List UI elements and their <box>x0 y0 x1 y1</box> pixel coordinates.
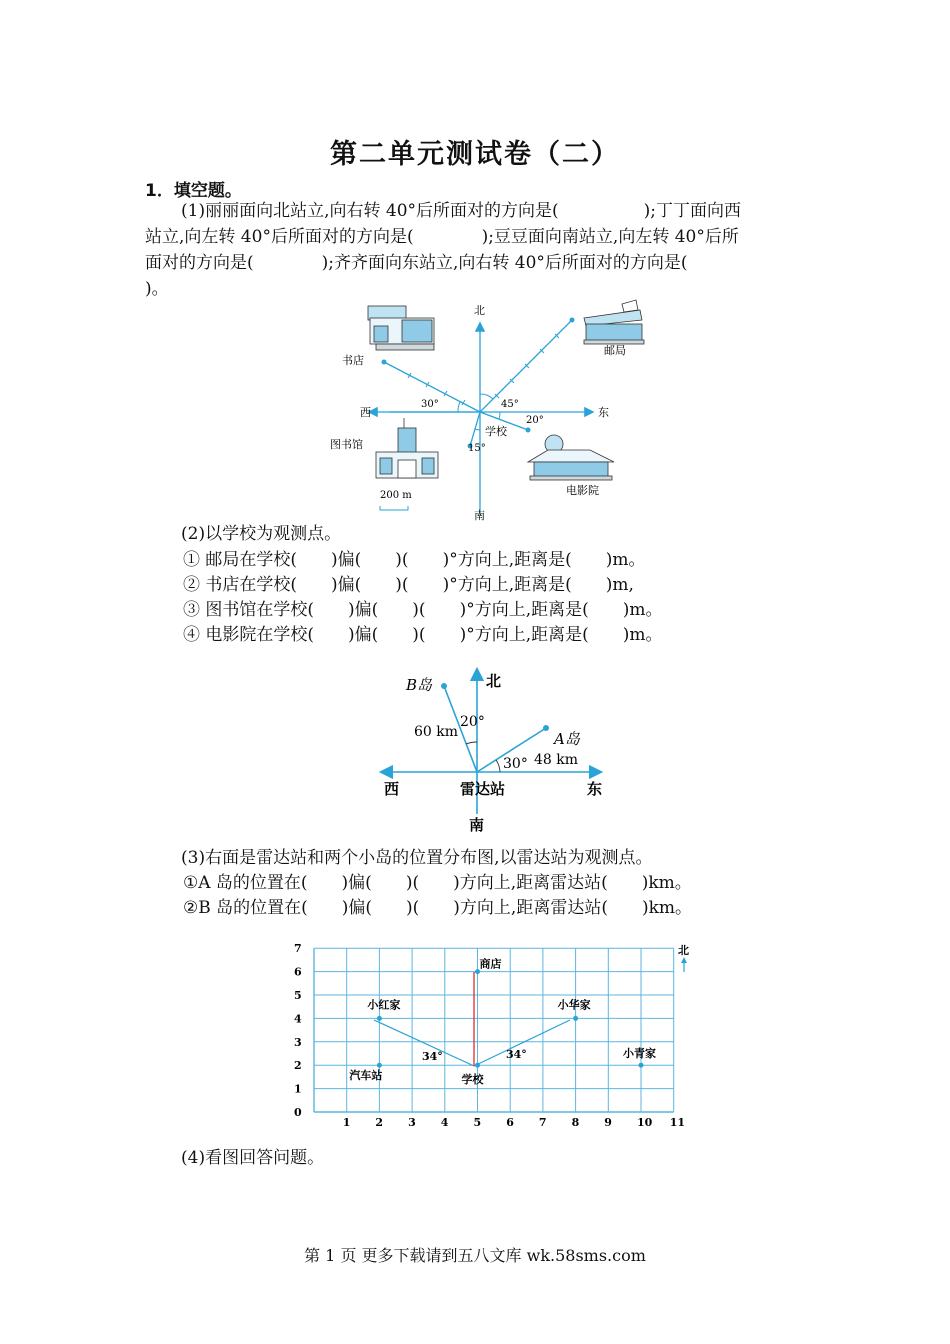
map1-north-label: 北 <box>474 304 485 317</box>
y-tick-label: 0 <box>294 1106 302 1119</box>
radar-south-label: 南 <box>469 816 485 834</box>
part1-line2: 站立,向左转 40°后所面对的方向是( );豆豆面向南站立,向左转 40°后所 <box>145 227 739 247</box>
x-tick-label: 11 <box>669 1116 686 1129</box>
y-tick-label: 5 <box>294 989 302 1002</box>
x-tick-label: 6 <box>506 1116 514 1129</box>
page-title: 第二单元测试卷（二） <box>330 139 620 170</box>
scale-label: 200 m <box>380 490 412 501</box>
bookstore-label: 书店 <box>342 354 364 367</box>
question-1-part-4 <box>145 1145 810 1171</box>
angle-45-label: 45° <box>501 399 519 410</box>
library-building <box>376 418 438 478</box>
cinema-building <box>528 435 614 480</box>
x-tick-label: 8 <box>571 1116 580 1129</box>
grid-point-label: 汽车站 <box>349 1069 383 1083</box>
radar-station-label: 雷达站 <box>460 780 506 798</box>
cinema-label: 电影院 <box>566 484 599 497</box>
y-tick-label: 1 <box>294 1082 302 1096</box>
grid-angle-left: 34° <box>422 1050 443 1063</box>
question-1-part-3 <box>145 845 810 871</box>
part2-item-4: ④ 电影院在学校( )偏( )( )°方向上,距离是( )m。 <box>183 625 663 645</box>
question-1-heading: 1．填空题。 <box>145 181 242 201</box>
y-tick-label: 7 <box>294 942 302 956</box>
island-a-point <box>543 725 549 731</box>
angle-a-label: 30° <box>503 756 528 772</box>
grid-point-label: 小华家 <box>557 998 591 1012</box>
x-tick-label: 7 <box>538 1116 547 1129</box>
grid-point-label: 小红家 <box>367 998 401 1012</box>
angle-30-label: 30° <box>421 399 439 410</box>
grid-point <box>377 1016 382 1021</box>
distance-a-label: 48 km <box>534 752 579 768</box>
grid-point-label: 商店 <box>479 957 502 971</box>
angle-b-label: 20° <box>460 714 485 730</box>
school-direction-map <box>322 296 652 524</box>
radar-north-label: 北 <box>486 672 502 690</box>
grid-north-label: 北 <box>678 944 689 957</box>
page-footer: 第 1 页 更多下载请到五八文库 wk.58sms.com <box>304 1246 646 1265</box>
question-1-part-2 <box>145 521 810 547</box>
part3-item-2: ②B 岛的位置在( )偏( )( )方向上,距离雷达站( )km。 <box>183 898 693 918</box>
part2-intro: (2)以学校为观测点。 <box>181 524 342 544</box>
library-label: 图书馆 <box>330 438 363 451</box>
part1-line1: (1)丽丽面向北站立,向右转 40°后所面对的方向是( );丁丁面向西 <box>181 201 742 221</box>
part3-item-1: ①A 岛的位置在( )偏( )( )方向上,距离雷达站( )km。 <box>183 873 692 893</box>
part2-item-1: ① 邮局在学校( )偏( )( )°方向上,距离是( )m。 <box>183 550 646 570</box>
radar-east-label: 东 <box>587 780 603 798</box>
x-tick-label: 10 <box>637 1116 653 1129</box>
part2-item-2: ② 书店在学校( )偏( )( )°方向上,距离是( )m, <box>183 575 634 595</box>
x-tick-label: 4 <box>440 1116 449 1129</box>
grid-point-label: 小青家 <box>623 1047 656 1061</box>
map1-east-label: 东 <box>598 406 609 419</box>
post-office-label: 邮局 <box>604 344 626 357</box>
map1-west-label: 西 <box>360 406 371 419</box>
x-tick-label: 1 <box>342 1116 351 1129</box>
grid-point <box>475 1063 480 1068</box>
x-tick-label: 9 <box>604 1116 612 1129</box>
x-tick-label: 3 <box>408 1116 416 1129</box>
question-1-part-1 <box>145 198 810 302</box>
part2-item-3: ③ 图书馆在学校( )偏( )( )°方向上,距离是( )m。 <box>183 600 663 620</box>
grid-map <box>284 940 704 1130</box>
island-a-label: A岛 <box>554 730 580 748</box>
bookstore-building <box>368 306 434 350</box>
grid-point <box>377 1063 382 1068</box>
school-label: 学校 <box>485 425 507 438</box>
part4-intro: (4)看图回答问题。 <box>181 1148 325 1168</box>
y-tick-label: 4 <box>294 1012 302 1026</box>
grid-point <box>639 1063 644 1068</box>
x-tick-label: 5 <box>473 1116 482 1129</box>
post-office-building <box>584 300 644 344</box>
grid-angle-right: 34° <box>506 1048 527 1061</box>
map1-south-label: 南 <box>474 509 485 522</box>
y-tick-label: 3 <box>294 1035 302 1049</box>
island-b-label: B岛 <box>406 676 433 694</box>
radar-west-label: 西 <box>384 780 400 798</box>
x-tick-label: 2 <box>375 1116 384 1129</box>
angle-15-label: 15° <box>468 443 486 454</box>
distance-b-label: 60 km <box>414 724 459 740</box>
grid-point-label: 学校 <box>461 1073 484 1087</box>
part1-line4: )。 <box>145 279 169 299</box>
radar-station-map <box>376 664 608 836</box>
scale-bar <box>380 506 408 510</box>
grid-point <box>573 1016 578 1021</box>
part1-line3: 面对的方向是( );齐齐面向东站立,向右转 40°后所面对的方向是( <box>145 253 688 273</box>
island-b-point <box>441 683 447 689</box>
y-tick-label: 6 <box>294 965 302 979</box>
part3-intro: (3)右面是雷达站和两个小岛的位置分布图,以雷达站为观测点。 <box>181 848 653 868</box>
y-tick-label: 2 <box>294 1059 302 1073</box>
angle-20-label: 20° <box>526 415 544 426</box>
ray-post-office <box>480 320 572 412</box>
